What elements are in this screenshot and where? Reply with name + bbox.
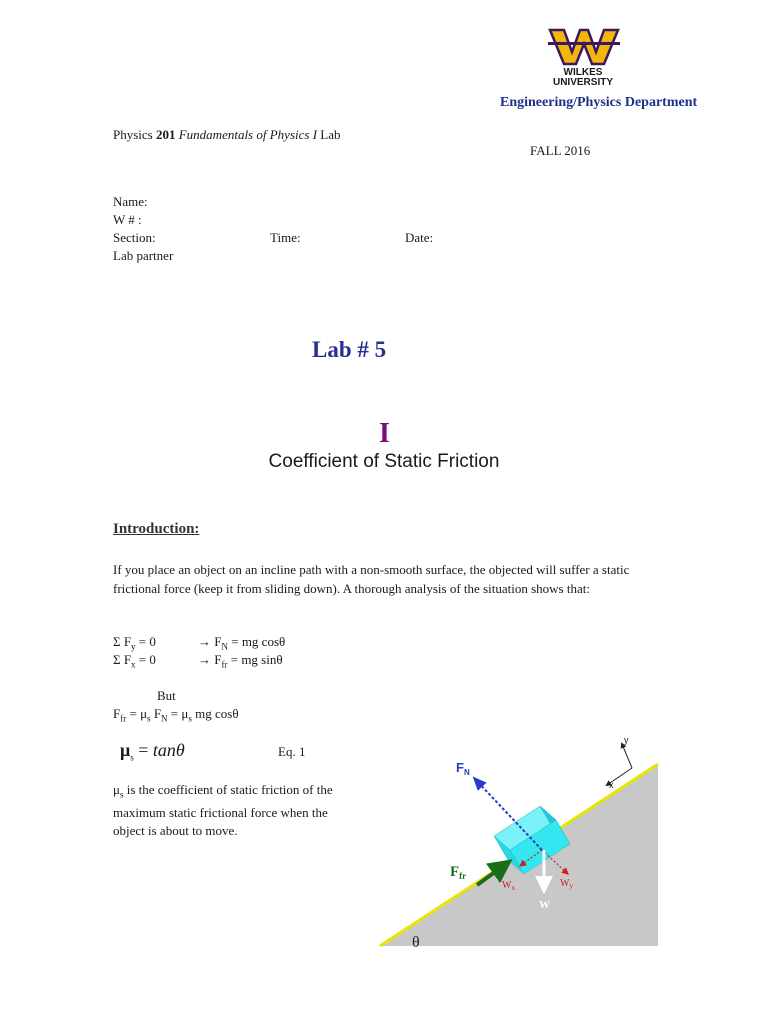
equation-number: Eq. 1 (278, 744, 306, 759)
mu-description: $\mu_s$ is the coefficient of static friction of the maximum static frictional force when the object is about to move. (113, 782, 333, 838)
y-axis-label: y (624, 735, 629, 745)
equation-sum-fx: Σ $F_x = 0$ (113, 652, 156, 670)
university-logo (548, 28, 620, 71)
department-name: Engineering/Physics Department (500, 95, 698, 110)
introduction-heading: Introduction: (113, 521, 200, 537)
wy-label: $W_y$ (560, 878, 573, 890)
logo-text-line2: UNIVERSITY (552, 77, 613, 88)
part-numeral: I (379, 418, 390, 449)
wx-label: $W_x$ (502, 880, 515, 892)
lab-subtitle: Coefficient of Static Friction (268, 451, 500, 472)
equation-fn: → $F_N$ = mg cosθ (198, 634, 286, 652)
equation-ffr: → $F_{fr}$ = mg sinθ (198, 652, 283, 670)
logo-text-line1: WILKES (563, 67, 603, 78)
weight-label: W (539, 899, 550, 911)
incline-diagram (370, 728, 670, 960)
date-label: Date: (405, 230, 434, 245)
but-text: But (157, 688, 176, 703)
name-label: Name: (113, 194, 148, 209)
w-logo-icon (548, 28, 620, 66)
semester: FALL 2016 (530, 143, 591, 158)
course-line: Physics 201 Fundamentals of Physics I Lab (113, 127, 341, 142)
lab-partner-label: Lab partner (113, 248, 174, 263)
equation-sum-fy: Σ $F_y = 0$ (113, 634, 156, 652)
section-label: Section: (113, 230, 156, 245)
y-axis-arrow (622, 744, 632, 768)
x-axis-label: x (609, 780, 614, 790)
w-number-label: W # : (113, 212, 142, 227)
intro-paragraph: If you place an object on an incline path with a non-smooth surface, the objected will suffer a static frictional force (keep it from sliding down). A thorough analysis of the situation shows that: (113, 562, 630, 596)
time-label: Time: (270, 230, 301, 245)
equation-friction: $F_{fr} = \mu_s$ $F_N = \mu_s$ mg cosθ (113, 706, 239, 724)
theta-label: θ (412, 934, 420, 951)
friction-force-label: $F_{fr}$ (450, 864, 467, 881)
lab-title: Lab # 5 (312, 337, 387, 362)
normal-force-label: $F_N$ (456, 760, 470, 777)
equation-mu-tan: $\mu_s = \tan\theta$ (120, 740, 185, 763)
